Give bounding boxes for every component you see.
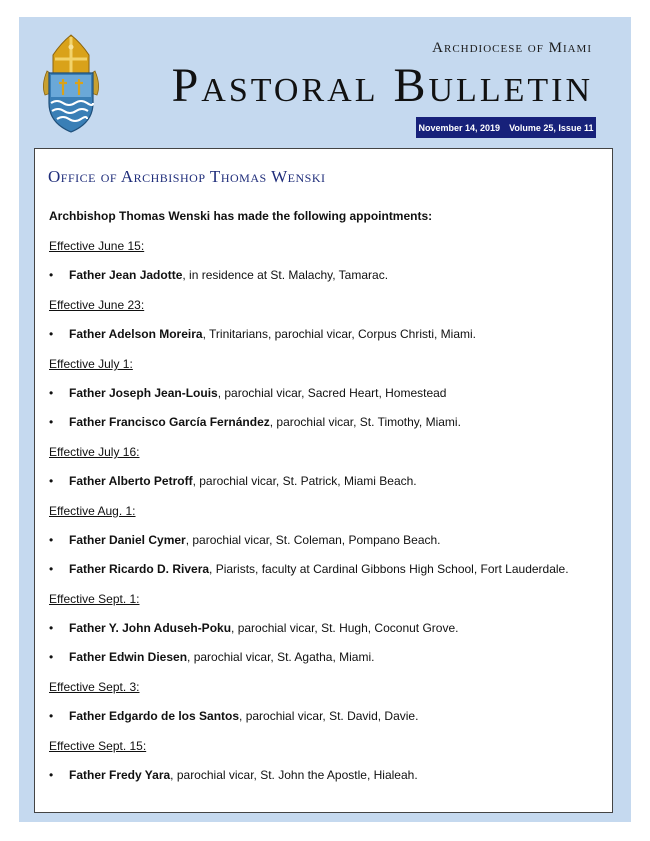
priest-name: Father Daniel Cymer (69, 533, 186, 547)
appointment-detail: , parochial vicar, St. Timothy, Miami. (269, 415, 461, 429)
appointment-detail: , Piarists, faculty at Cardinal Gibbons High School, Fort Lauderdale. (209, 562, 569, 576)
effective-date: Effective Sept. 1: (49, 592, 140, 606)
effective-date: Effective Aug. 1: (49, 504, 136, 518)
priest-name: Father Joseph Jean-Louis (69, 386, 218, 400)
priest-name: Father Edwin Diesen (69, 650, 188, 664)
appointment-detail: , parochial vicar, St. Agatha, Miami. (187, 650, 375, 664)
appointment-detail: , parochial vicar, St. Coleman, Pompano Beach. (185, 533, 441, 547)
appointment-detail: , parochial vicar, St. Hugh, Coconut Grove. (231, 621, 459, 635)
bullet-icon: • (49, 474, 54, 488)
priest-name: Father Alberto Petroff (69, 474, 193, 488)
appointment-detail: , parochial vicar, St. Patrick, Miami Beach. (192, 474, 417, 488)
bullet-icon: • (49, 415, 54, 429)
appointment-detail: , parochial vicar, St. John the Apostle, Hialeah. (170, 768, 418, 782)
bullet-icon: • (49, 268, 54, 282)
effective-date: Effective July 1: (49, 357, 133, 371)
section-title: Office of Archbishop Thomas Wenski (48, 167, 326, 186)
priest-name: Father Edgardo de los Santos (69, 709, 240, 723)
priest-name: Father Ricardo D. Rivera (69, 562, 210, 576)
effective-date: Effective Sept. 3: (49, 680, 140, 694)
appointment-detail: , Trinitarians, parochial vicar, Corpus Christi, Miami. (202, 327, 477, 341)
priest-name: Father Adelson Moreira (69, 327, 203, 341)
issue-date: November 14, 2019 (418, 122, 501, 133)
organization-name: Archdiocese of Miami (432, 40, 592, 56)
bullet-icon: • (49, 650, 54, 664)
effective-date: Effective June 15: (49, 239, 145, 253)
bullet-icon: • (49, 562, 54, 576)
appointment-detail: , parochial vicar, St. David, Davie. (239, 709, 419, 723)
issue-volume: Volume 25, Issue 11 (509, 122, 594, 133)
priest-name: Father Francisco García Fernández (69, 415, 270, 429)
intro-text: Archbishop Thomas Wenski has made the following appointments: (49, 209, 433, 223)
priest-name: Father Fredy Yara (69, 768, 171, 782)
bullet-icon: • (49, 533, 54, 547)
priest-name: Father Y. John Aduseh-Poku (69, 621, 232, 635)
bulletin-title: Pastoral Bulletin (171, 59, 593, 112)
bullet-icon: • (49, 768, 54, 782)
priest-name: Father Jean Jadotte (69, 268, 183, 282)
archdiocese-seal-icon (37, 33, 105, 135)
bullet-icon: • (49, 621, 54, 635)
appointment-detail: , in residence at St. Malachy, Tamarac. (182, 268, 389, 282)
effective-date: Effective June 23: (49, 298, 145, 312)
bullet-icon: • (49, 709, 54, 723)
appointment-detail: , parochial vicar, Sacred Heart, Homestead (217, 386, 447, 400)
effective-date: Effective Sept. 15: (49, 739, 147, 753)
issue-bar (416, 117, 596, 138)
bullet-icon: • (49, 386, 54, 400)
content-panel (34, 148, 613, 813)
effective-date: Effective July 16: (49, 445, 140, 459)
bullet-icon: • (49, 327, 54, 341)
